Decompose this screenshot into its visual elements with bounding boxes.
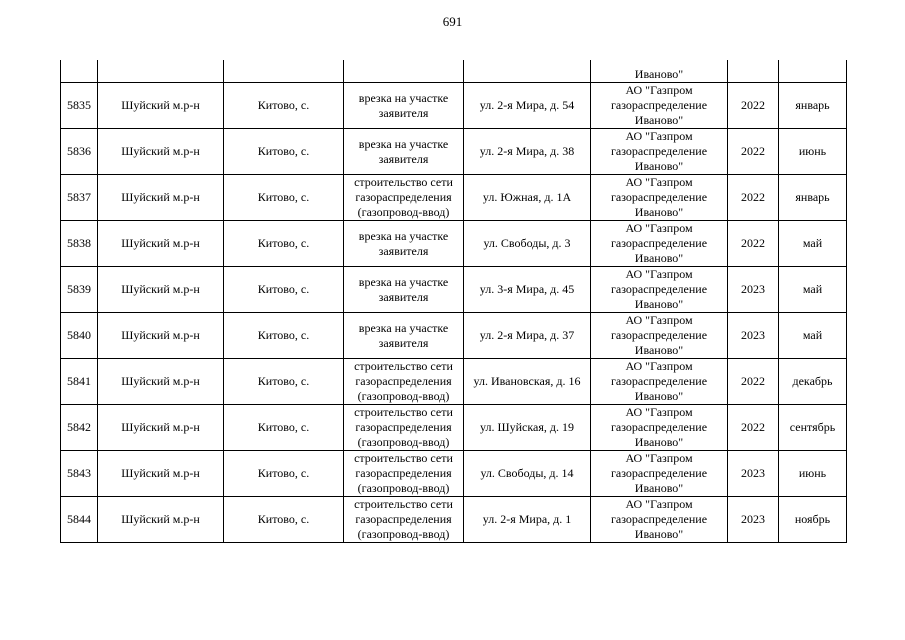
cell-work: строительство сети газораспределения (газопровод-ввод) (344, 359, 464, 405)
cell-month: январь (779, 83, 847, 129)
cell-district (98, 60, 224, 83)
cell-year: 2022 (728, 175, 779, 221)
cell-month: май (779, 313, 847, 359)
cell-month: июнь (779, 451, 847, 497)
cell-address: ул. 2-я Мира, д. 1 (464, 497, 591, 543)
cell-org: АО "Газпром газораспределение Иваново" (591, 497, 728, 543)
cell-locality: Китово, с. (224, 497, 344, 543)
table-row (61, 83, 847, 129)
cell-district: Шуйский м.р-н (98, 221, 224, 267)
cell-num: 5836 (61, 129, 98, 175)
table-row (61, 221, 847, 267)
cell-year: 2023 (728, 451, 779, 497)
cell-org: АО "Газпром газораспределение Иваново" (591, 451, 728, 497)
cell-num: 5841 (61, 359, 98, 405)
cell-district: Шуйский м.р-н (98, 129, 224, 175)
table-row-continued (61, 60, 847, 83)
cell-org: АО "Газпром газораспределение Иваново" (591, 267, 728, 313)
cell-num: 5844 (61, 497, 98, 543)
cell-year: 2023 (728, 313, 779, 359)
cell-locality: Китово, с. (224, 451, 344, 497)
cell-year: 2023 (728, 497, 779, 543)
cell-month (779, 60, 847, 83)
cell-address: ул. 3-я Мира, д. 45 (464, 267, 591, 313)
cell-locality: Китово, с. (224, 267, 344, 313)
cell-district: Шуйский м.р-н (98, 451, 224, 497)
cell-work: строительство сети газораспределения (газопровод-ввод) (344, 451, 464, 497)
cell-district: Шуйский м.р-н (98, 359, 224, 405)
cell-address: ул. Свободы, д. 14 (464, 451, 591, 497)
cell-address: ул. Ивановская, д. 16 (464, 359, 591, 405)
cell-district: Шуйский м.р-н (98, 313, 224, 359)
cell-month: январь (779, 175, 847, 221)
cell-year: 2022 (728, 359, 779, 405)
table-row (61, 405, 847, 451)
cell-org: Иваново" (591, 60, 728, 83)
cell-year: 2023 (728, 267, 779, 313)
cell-address: ул. Свободы, д. 3 (464, 221, 591, 267)
cell-work: строительство сети газораспределения (газопровод-ввод) (344, 405, 464, 451)
cell-work: врезка на участке заявителя (344, 129, 464, 175)
cell-work: строительство сети газораспределения (газопровод-ввод) (344, 497, 464, 543)
cell-num: 5840 (61, 313, 98, 359)
cell-locality: Китово, с. (224, 175, 344, 221)
cell-address: ул. 2-я Мира, д. 54 (464, 83, 591, 129)
cell-num (61, 60, 98, 83)
data-table (60, 60, 847, 543)
cell-num: 5843 (61, 451, 98, 497)
cell-org: АО "Газпром газораспределение Иваново" (591, 313, 728, 359)
table-row (61, 267, 847, 313)
cell-num: 5837 (61, 175, 98, 221)
table-row (61, 497, 847, 543)
cell-num: 5835 (61, 83, 98, 129)
cell-month: май (779, 267, 847, 313)
table-row (61, 129, 847, 175)
cell-month: май (779, 221, 847, 267)
cell-num: 5842 (61, 405, 98, 451)
cell-year: 2022 (728, 405, 779, 451)
cell-num: 5838 (61, 221, 98, 267)
cell-month: ноябрь (779, 497, 847, 543)
cell-org: АО "Газпром газораспределение Иваново" (591, 129, 728, 175)
cell-work: врезка на участке заявителя (344, 83, 464, 129)
cell-month: сентябрь (779, 405, 847, 451)
cell-district: Шуйский м.р-н (98, 83, 224, 129)
cell-address: ул. Южная, д. 1А (464, 175, 591, 221)
cell-locality: Китово, с. (224, 221, 344, 267)
cell-locality: Китово, с. (224, 359, 344, 405)
page-number: 691 (442, 14, 463, 29)
cell-locality (224, 60, 344, 83)
cell-year: 2022 (728, 129, 779, 175)
cell-locality: Китово, с. (224, 313, 344, 359)
cell-locality: Китово, с. (224, 129, 344, 175)
cell-district: Шуйский м.р-н (98, 267, 224, 313)
cell-address (464, 60, 591, 83)
table-row (61, 175, 847, 221)
cell-work: врезка на участке заявителя (344, 313, 464, 359)
cell-locality: Китово, с. (224, 405, 344, 451)
cell-month: июнь (779, 129, 847, 175)
cell-work: строительство сети газораспределения (газопровод-ввод) (344, 175, 464, 221)
cell-num: 5839 (61, 267, 98, 313)
table-row (61, 451, 847, 497)
cell-year (728, 60, 779, 83)
cell-year: 2022 (728, 83, 779, 129)
table-row (61, 359, 847, 405)
table-row (61, 313, 847, 359)
cell-district: Шуйский м.р-н (98, 405, 224, 451)
cell-locality: Китово, с. (224, 83, 344, 129)
cell-work: врезка на участке заявителя (344, 221, 464, 267)
cell-org: АО "Газпром газораспределение Иваново" (591, 83, 728, 129)
cell-org: АО "Газпром газораспределение Иваново" (591, 221, 728, 267)
cell-address: ул. 2-я Мира, д. 37 (464, 313, 591, 359)
cell-address: ул. 2-я Мира, д. 38 (464, 129, 591, 175)
cell-work (344, 60, 464, 83)
cell-year: 2022 (728, 221, 779, 267)
cell-district: Шуйский м.р-н (98, 175, 224, 221)
cell-org: АО "Газпром газораспределение Иваново" (591, 175, 728, 221)
cell-work: врезка на участке заявителя (344, 267, 464, 313)
cell-district: Шуйский м.р-н (98, 497, 224, 543)
table-body (61, 60, 847, 543)
cell-month: декабрь (779, 359, 847, 405)
cell-org: АО "Газпром газораспределение Иваново" (591, 405, 728, 451)
cell-org: АО "Газпром газораспределение Иваново" (591, 359, 728, 405)
cell-address: ул. Шуйская, д. 19 (464, 405, 591, 451)
